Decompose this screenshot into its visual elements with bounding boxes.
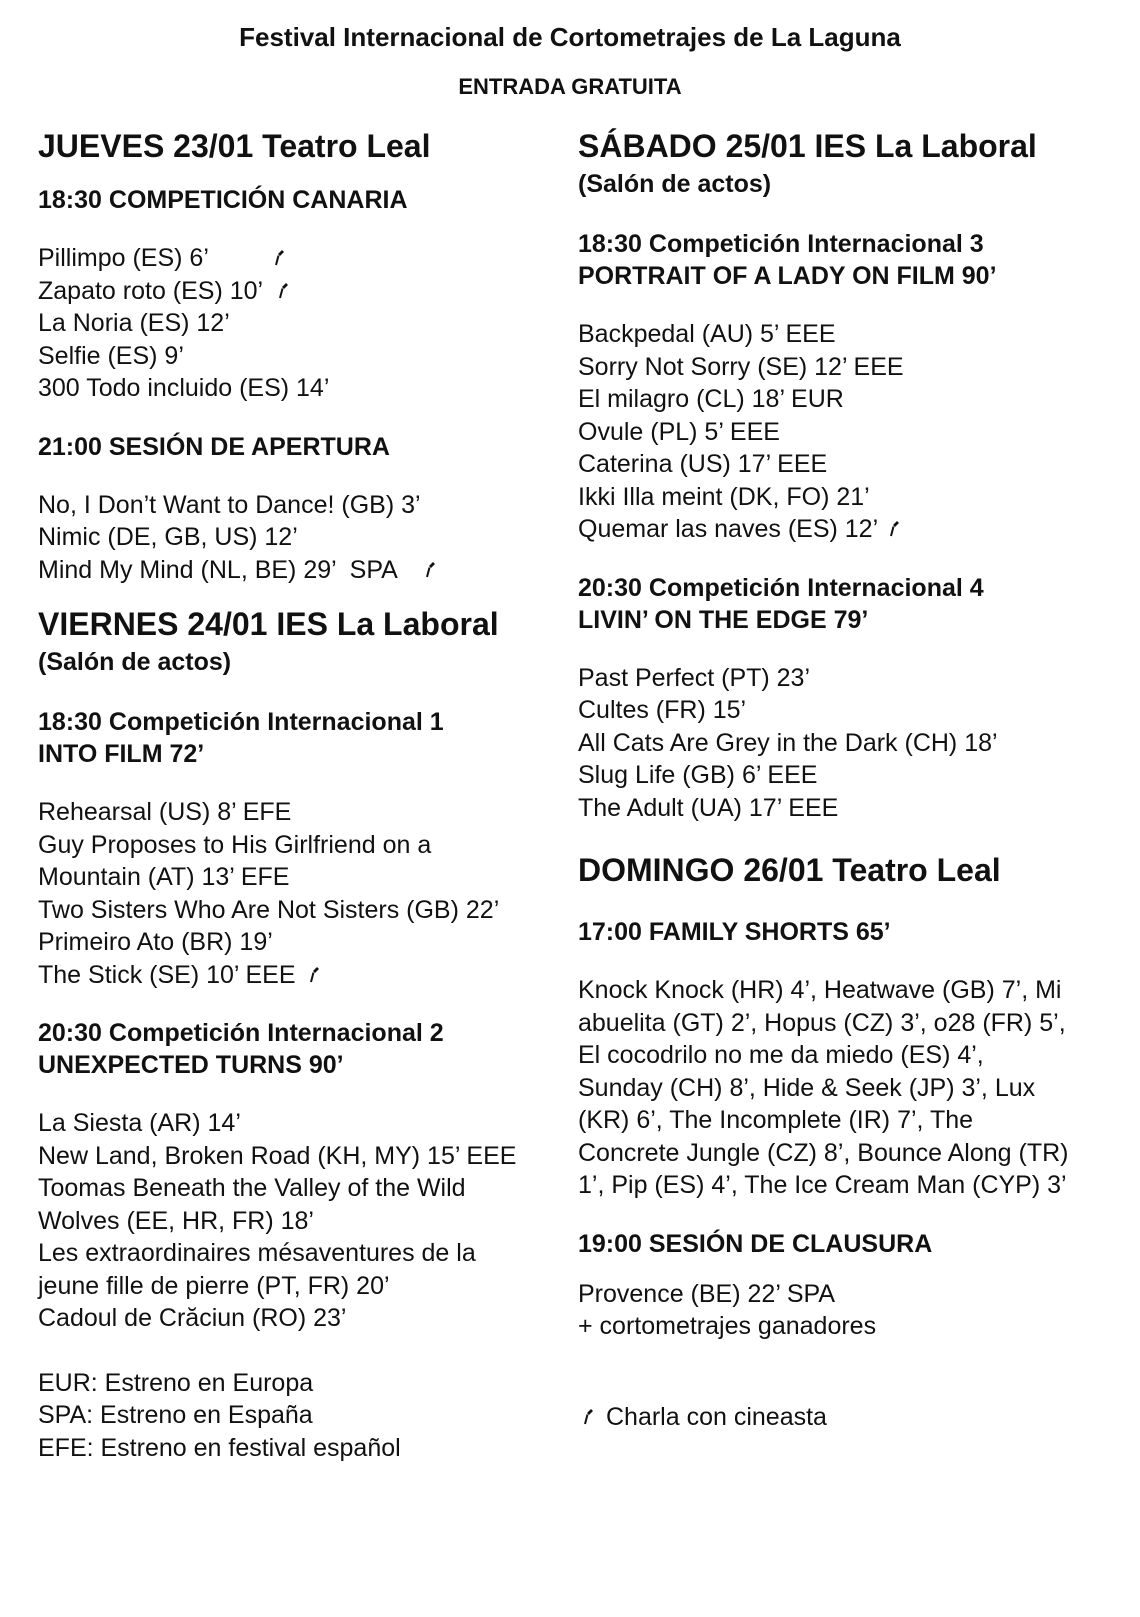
film-item: Primeiro Ato (BR) 19’ xyxy=(38,928,273,956)
film-item: La Noria (ES) 12’ xyxy=(38,309,230,337)
session-heading: 18:30 Competición Internacional 1 xyxy=(38,708,444,736)
microphone-icon xyxy=(424,560,438,580)
film-item: Ovule (PL) 5’ EEE xyxy=(578,417,780,446)
session-heading: PORTRAIT OF A LADY ON FILM 90’ xyxy=(578,262,997,290)
session-heading: 17:00 FAMILY SHORTS 65’ xyxy=(578,918,891,946)
film-line: Sunday (CH) 8’, Hide & Seek (JP) 3’, Lux xyxy=(578,1073,1036,1102)
film-item: Slug Life (GB) 6’ EEE xyxy=(578,761,818,789)
film-line: Concrete Jungle (CZ) 8’, Bounce Along (TR) xyxy=(578,1138,1069,1167)
microphone-icon xyxy=(582,1407,596,1427)
festival-title: Festival Internacional de Cortometrajes de La Laguna xyxy=(239,22,901,52)
film-item: Wolves (EE, HR, FR) 18’ xyxy=(38,1206,314,1235)
session-heading: 18:30 COMPETICIÓN CANARIA xyxy=(38,186,408,214)
free-entry-label: ENTRADA GRATUITA xyxy=(458,74,682,99)
microphone-icon xyxy=(273,248,287,268)
microphone-icon xyxy=(277,281,291,301)
film-item: Rehearsal (US) 8’ EFE xyxy=(38,798,292,826)
film-item: Two Sisters Who Are Not Sisters (GB) 22’ xyxy=(38,895,500,924)
film-item: La Siesta (AR) 14’ xyxy=(38,1109,241,1137)
film-line: 1’, Pip (ES) 4’, The Ice Cream Man (CYP) 3’ xyxy=(578,1171,1067,1199)
film-item: All Cats Are Grey in the Dark (CH) 18’ xyxy=(578,728,998,757)
film-item: The Adult (UA) 17’ EEE xyxy=(578,793,839,822)
film-item: Cadoul de Crăciun (RO) 23’ xyxy=(38,1304,347,1332)
day-title-saturday: SÁBADO 25/01 IES La Laboral xyxy=(578,128,1037,164)
session-heading: LIVIN’ ON THE EDGE 79’ xyxy=(578,605,869,634)
film-line: abuelita (GT) 2’, Hopus (CZ) 3’, o28 (FR) 5’, xyxy=(578,1008,1066,1037)
film-item: El milagro (CL) 18’ EUR xyxy=(578,385,844,413)
venue-subtitle: (Salón de actos) xyxy=(38,648,232,676)
session-heading: 19:00 SESIÓN DE CLAUSURA xyxy=(578,1229,933,1258)
film-item: Caterina (US) 17’ EEE xyxy=(578,450,828,478)
film-line: (KR) 6’, The Incomplete (IR) 7’, The xyxy=(578,1106,974,1134)
legend-item: EFE: Estreno en festival español xyxy=(38,1433,401,1462)
day-title-thursday: JUEVES 23/01 Teatro Leal xyxy=(38,128,431,164)
film-item: Nimic (DE, GB, US) 12’ xyxy=(38,523,298,551)
venue-subtitle: (Salón de actos) xyxy=(578,170,772,198)
legend-item: SPA: Estreno en España xyxy=(38,1401,313,1429)
film-item: Ikki Illa meint (DK, FO) 21’ xyxy=(578,482,870,511)
microphone-icon xyxy=(308,965,322,985)
film-item: Cultes (FR) 15’ xyxy=(578,696,747,724)
session-heading: INTO FILM 72’ xyxy=(38,740,205,768)
session-heading: 21:00 SESIÓN DE APERTURA xyxy=(38,432,390,461)
legend-talk: Charla con cineasta xyxy=(578,1401,1118,1434)
microphone-icon xyxy=(888,519,902,539)
day-title-friday: VIERNES 24/01 IES La Laboral xyxy=(38,606,499,642)
session-heading: 20:30 Competición Internacional 2 xyxy=(38,1019,444,1047)
film-item: + cortometrajes ganadores xyxy=(578,1312,877,1340)
film-item: Pillimpo (ES) 6’ xyxy=(38,242,558,275)
legend-item: EUR: Estreno en Europa xyxy=(38,1368,314,1397)
film-item: jeune fille de pierre (PT, FR) 20’ xyxy=(38,1271,390,1300)
film-line: El cocodrilo no me da miedo (ES) 4’, xyxy=(578,1041,984,1069)
session-heading: UNEXPECTED TURNS 90’ xyxy=(38,1051,344,1079)
film-item: Toomas Beneath the Valley of the Wild xyxy=(38,1174,466,1202)
film-item: Selfie (ES) 9’ xyxy=(38,341,184,370)
film-item: 300 Todo incluido (ES) 14’ xyxy=(38,374,330,402)
film-item: Sorry Not Sorry (SE) 12’ EEE xyxy=(578,352,904,381)
film-item: Past Perfect (PT) 23’ xyxy=(578,663,811,692)
film-item: Mind My Mind (NL, BE) 29’ SPA xyxy=(38,554,558,587)
film-item: Zapato roto (ES) 10’ xyxy=(38,275,558,308)
film-item: New Land, Broken Road (KH, MY) 15’ EEE xyxy=(38,1141,517,1170)
session-heading: 18:30 Competición Internacional 3 xyxy=(578,230,984,258)
film-item: Mountain (AT) 13’ EFE xyxy=(38,863,290,891)
left-column xyxy=(38,126,558,1464)
session-heading: 20:30 Competición Internacional 4 xyxy=(578,573,984,602)
film-item: Les extraordinaires mésaventures de la xyxy=(38,1239,476,1267)
film-item: The Stick (SE) 10’ EEE xyxy=(38,959,558,992)
film-item: Provence (BE) 22’ SPA xyxy=(578,1279,836,1308)
day-title-sunday: DOMINGO 26/01 Teatro Leal xyxy=(578,852,1001,888)
film-item: No, I Don’t Want to Dance! (GB) 3’ xyxy=(38,490,421,519)
film-item: Guy Proposes to His Girlfriend on a xyxy=(38,830,432,859)
film-line: Knock Knock (HR) 4’, Heatwave (GB) 7’, Mi xyxy=(578,976,1062,1004)
film-item: Backpedal (AU) 5’ EEE xyxy=(578,320,836,348)
right-column xyxy=(578,126,1118,1433)
film-item: Quemar las naves (ES) 12’ xyxy=(578,513,1118,546)
